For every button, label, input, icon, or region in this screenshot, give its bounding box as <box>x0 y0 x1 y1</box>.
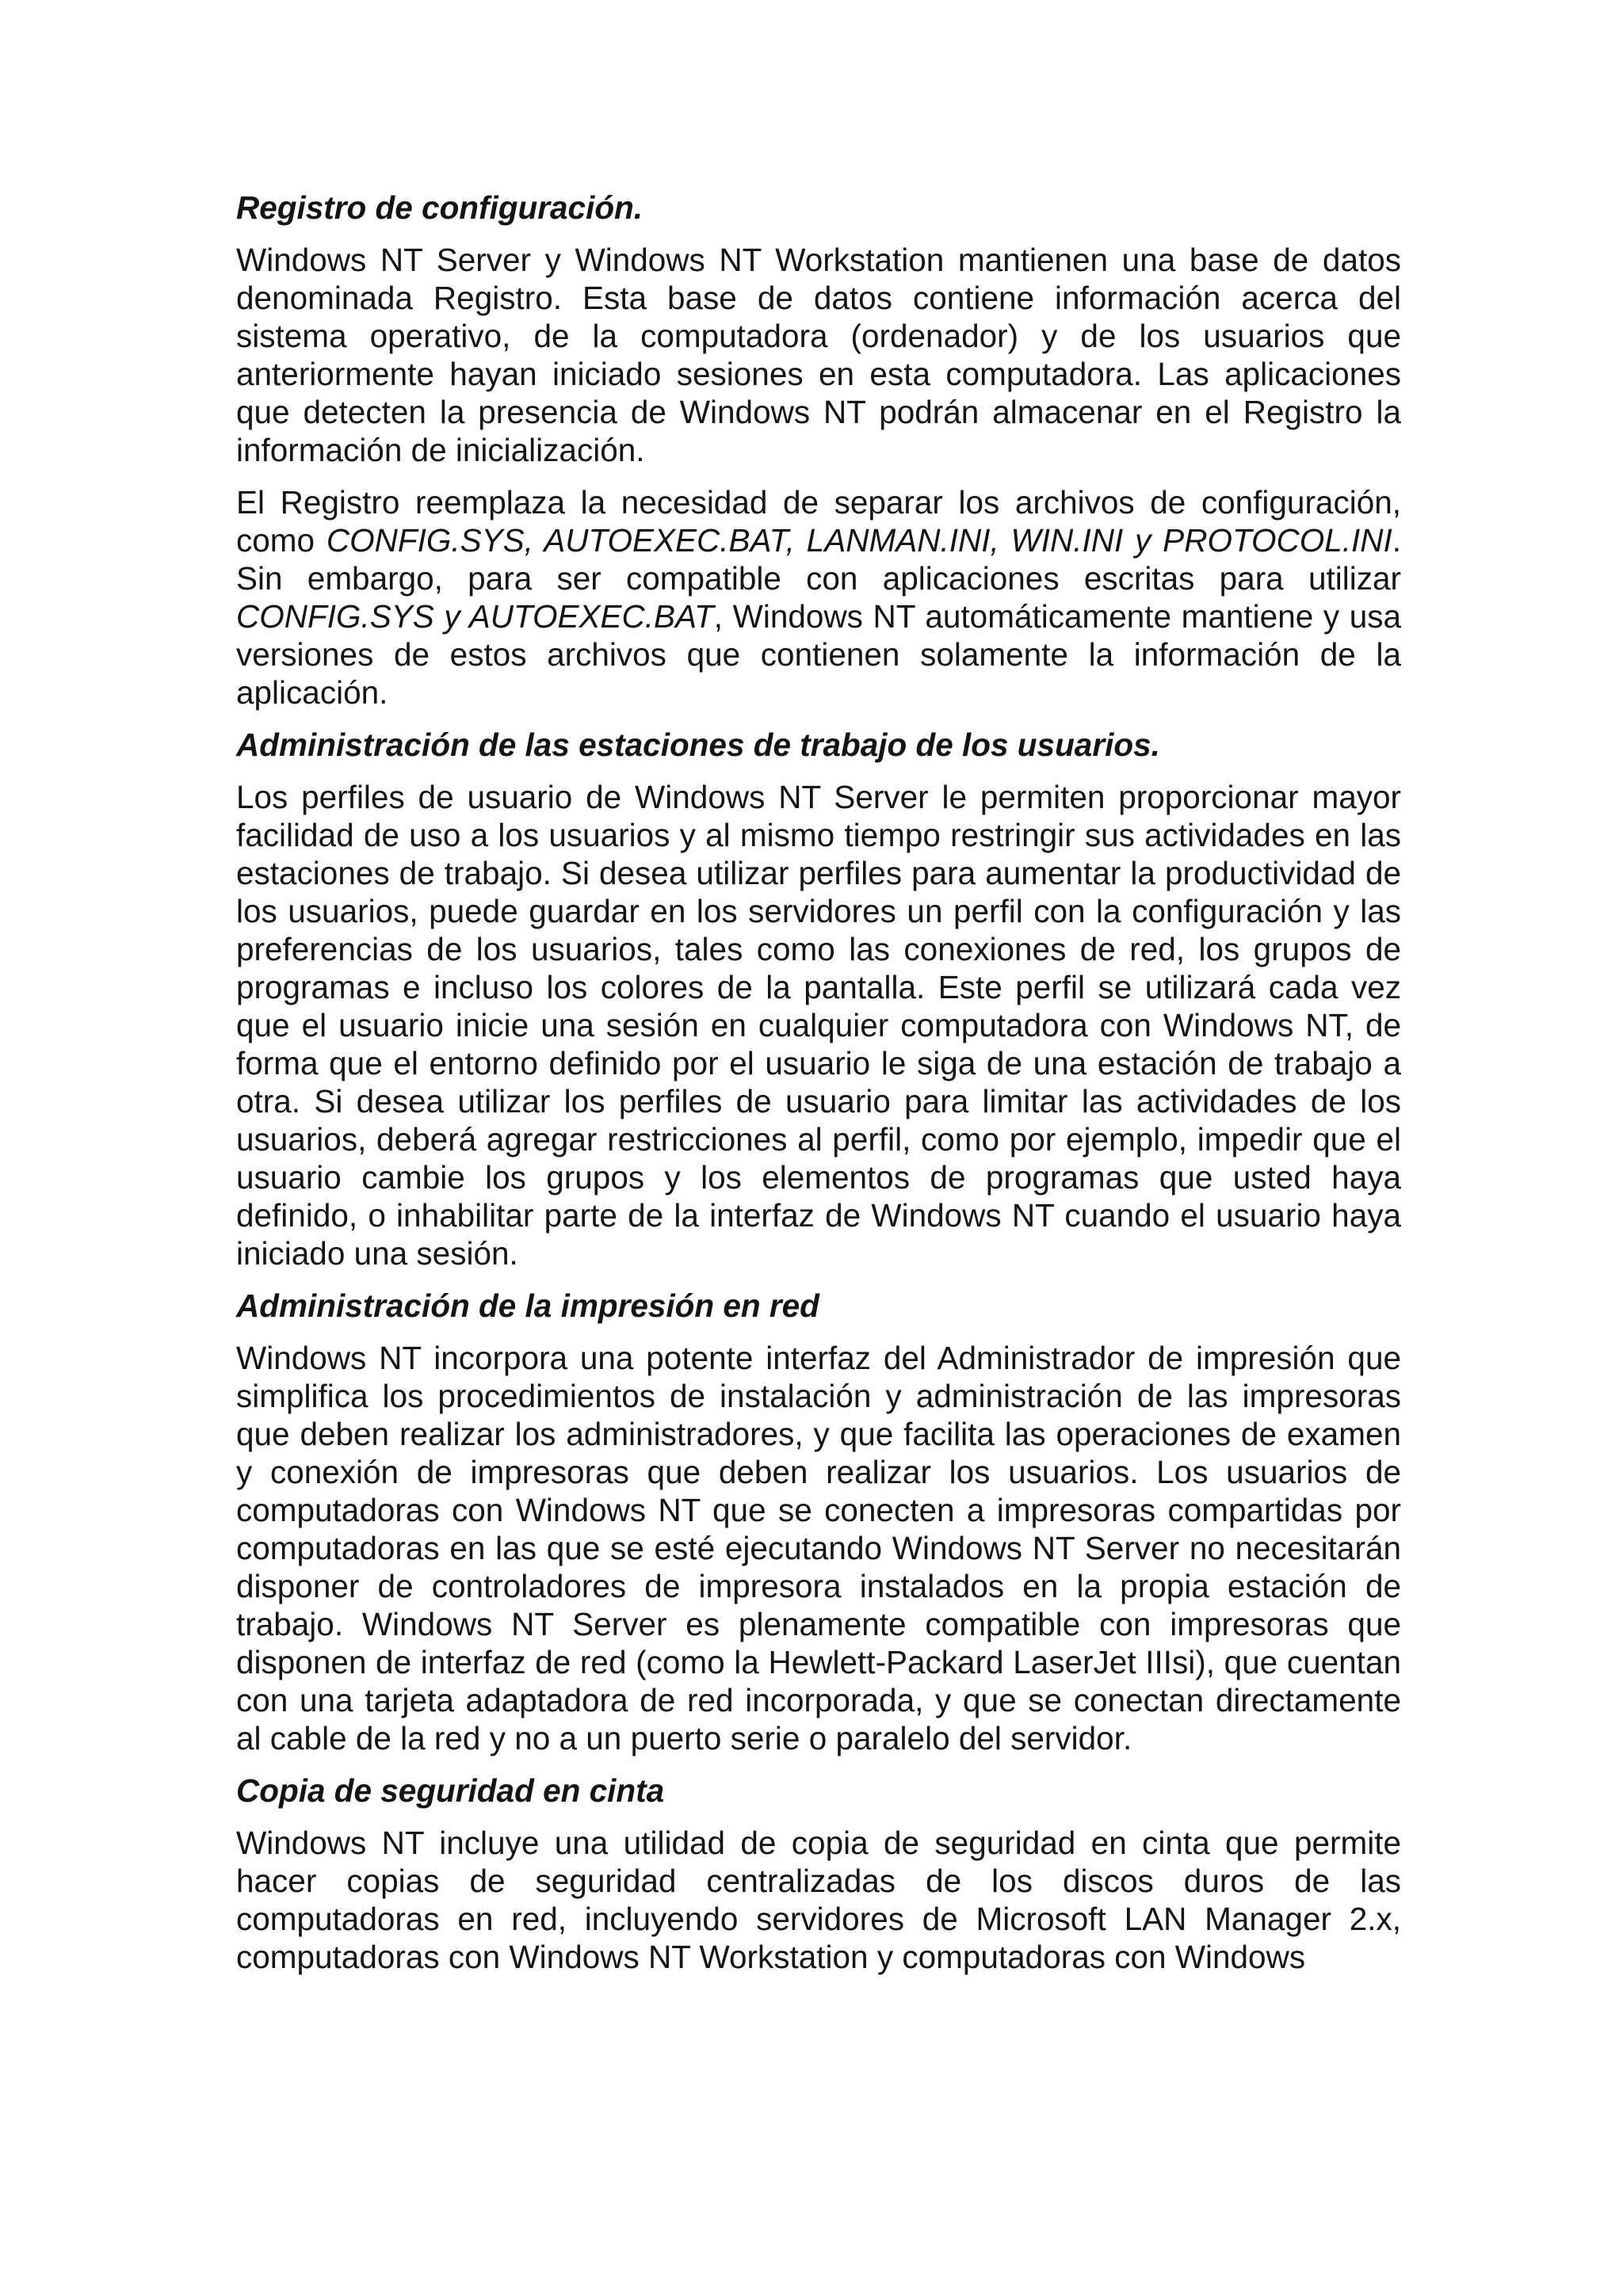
paragraph-registro-2-text-3: , Windows NT automáticamente mantiene y usa versiones de estos archivos que contienen solamente la información de la aplicación. <box>236 598 1401 711</box>
paragraph-registro-2-italic-1: CONFIG.SYS, AUTOEXEC.BAT, LANMAN.INI, WIN.INI y PROTOCOL.INI <box>326 522 1392 559</box>
section-title-registro: Registro de configuración. <box>236 189 643 226</box>
section-title-estaciones: Administración de las estaciones de trabajo de los usuarios. <box>236 727 1160 763</box>
section-title-copia: Copia de seguridad en cinta <box>236 1772 665 1809</box>
paragraph-copia: Windows NT incluye una utilidad de copia de seguridad en cinta que permite hacer copias de seguridad centralizadas de los discos duros de las computadoras en red, incluyendo servidores de Microsoft LAN Manager 2.x, computadoras con Windows NT Workstation y computadoras con Windows <box>236 1825 1401 1975</box>
paragraph-registro-2-text-2: . Sin embargo, para ser compatible con aplicaciones escritas para utilizar <box>236 522 1401 597</box>
section-title-impresion: Administración de la impresión en red <box>236 1287 819 1324</box>
paragraph-estaciones: Los perfiles de usuario de Windows NT Server le permiten proporcionar mayor facilidad de uso a los usuarios y al mismo tiempo restringir sus actividades en las estaciones de trabajo. Si desea utilizar perfiles para aumentar la productividad de los usuarios, puede guardar en los servidores un perfil con la configuración y las preferencias de los usuarios, tales como las conexiones de red, los grupos de programas e incluso los colores de la pantalla. Este perfil se utilizará cada vez que el usuario inicie una sesión en cualquier computadora con Windows NT, de forma que el entorno definido por el usuario le siga de una estación de trabajo a otra. Si desea utilizar los perfiles de usuario para limitar las actividades de los usuarios, deberá agregar restricciones al perfil, como por ejemplo, impedir que el usuario cambie los grupos y los elementos de programas que usted haya definido, o inhabilitar parte de la interfaz de Windows NT cuando el usuario haya iniciado una sesión. <box>236 779 1401 1272</box>
document-page <box>236 189 1401 1976</box>
paragraph-registro-1: Windows NT Server y Windows NT Workstation mantienen una base de datos denominada Registro. Esta base de datos contiene información acerca del sistema operativo, de la computadora (ordenador) y de los usuarios que anteriormente hayan iniciado sesiones en esta computadora. Las aplicaciones que detecten la presencia de Windows NT podrán almacenar en el Registro la información de inicialización. <box>236 242 1401 468</box>
paragraph-registro-2-italic-2: CONFIG.SYS y AUTOEXEC.BAT <box>236 598 714 635</box>
paragraph-registro-2 <box>236 483 1401 711</box>
paragraph-registro-2-text-1: El Registro reemplaza la necesidad de separar los archivos de configuración, como <box>236 484 1401 559</box>
paragraph-impresion: Windows NT incorpora una potente interfaz del Administrador de impresión que simplifica los procedimientos de instalación y administración de las impresoras que deben realizar los administradores, y que facilita las operaciones de examen y conexión de impresoras que deben realizar los usuarios. Los usuarios de computadoras con Windows NT que se conecten a impresoras compartidas por computadoras en las que se esté ejecutando Windows NT Server no necesitarán disponer de controladores de impresora instalados en la propia estación de trabajo. Windows NT Server es plenamente compatible con impresoras que disponen de interfaz de red (como la Hewlett-Packard LaserJet IIIsi), que cuentan con una tarjeta adaptadora de red incorporada, y que se conectan directamente al cable de la red y no a un puerto serie o paralelo del servidor. <box>236 1340 1401 1756</box>
